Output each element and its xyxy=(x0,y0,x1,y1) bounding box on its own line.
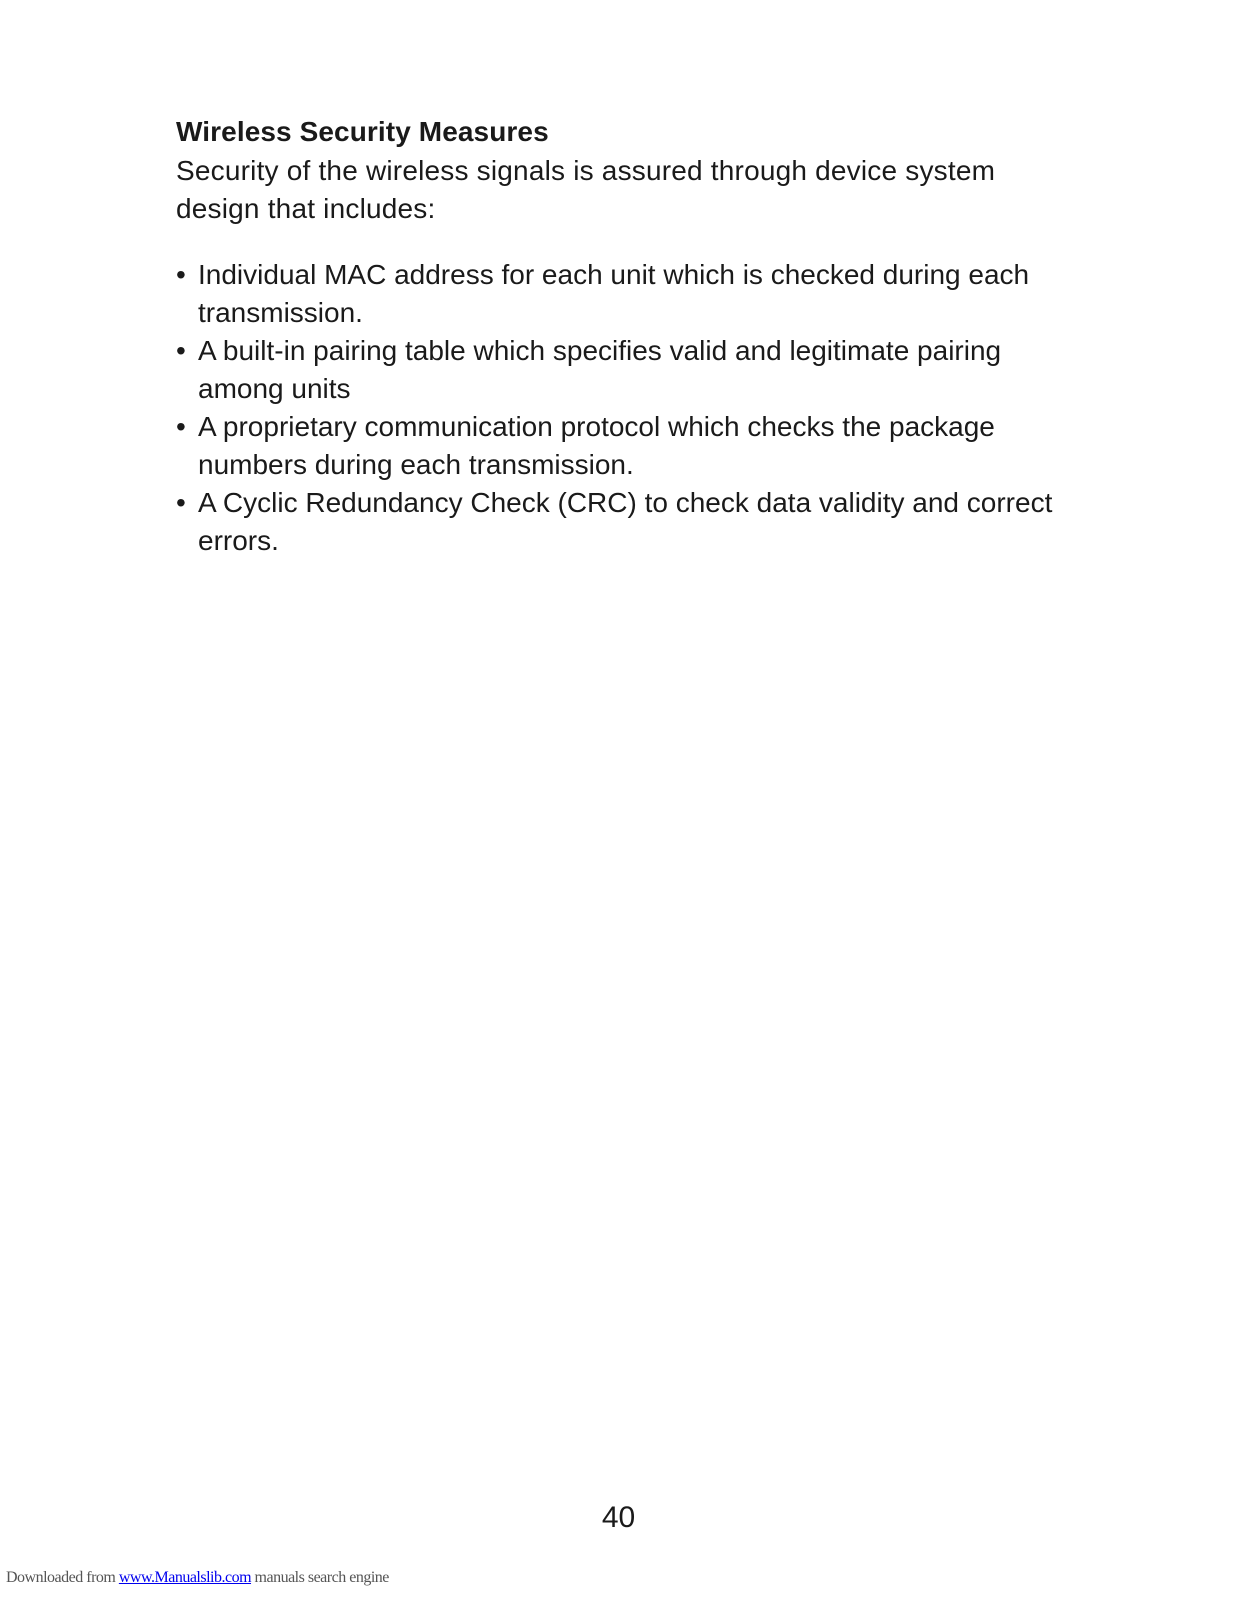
section-heading: Wireless Security Measures xyxy=(176,116,549,147)
footer-prefix: Downloaded from xyxy=(6,1569,119,1586)
bullet-item xyxy=(176,256,1056,332)
intro-paragraph: Security of the wireless signals is assured through device system design that includes: xyxy=(176,155,996,224)
content-area xyxy=(176,114,1056,560)
bullet-item xyxy=(176,484,1056,560)
footer-suffix: manuals search engine xyxy=(251,1569,389,1586)
bullet-marker: • xyxy=(176,259,186,290)
bullet-item xyxy=(176,332,1056,408)
bullet-text: Individual MAC address for each unit which is checked during each transmission. xyxy=(198,259,1030,328)
bullet-text: A built-in pairing table which specifies valid and legitimate pairing among units xyxy=(198,335,1002,404)
bullet-text: A proprietary communication protocol which checks the package numbers during each transmission. xyxy=(198,411,995,480)
bullet-marker: • xyxy=(176,335,186,366)
download-footer xyxy=(6,1568,389,1588)
bullet-marker: • xyxy=(176,411,186,442)
bullet-marker: • xyxy=(176,487,186,518)
bullet-item xyxy=(176,408,1056,484)
bullet-text: A Cyclic Redundancy Check (CRC) to check data validity and correct errors. xyxy=(198,487,1053,556)
bullet-list xyxy=(176,256,1056,560)
manualslib-link[interactable]: www.Manualslib.com xyxy=(118,1569,252,1586)
page-number: 40 xyxy=(601,1501,636,1534)
